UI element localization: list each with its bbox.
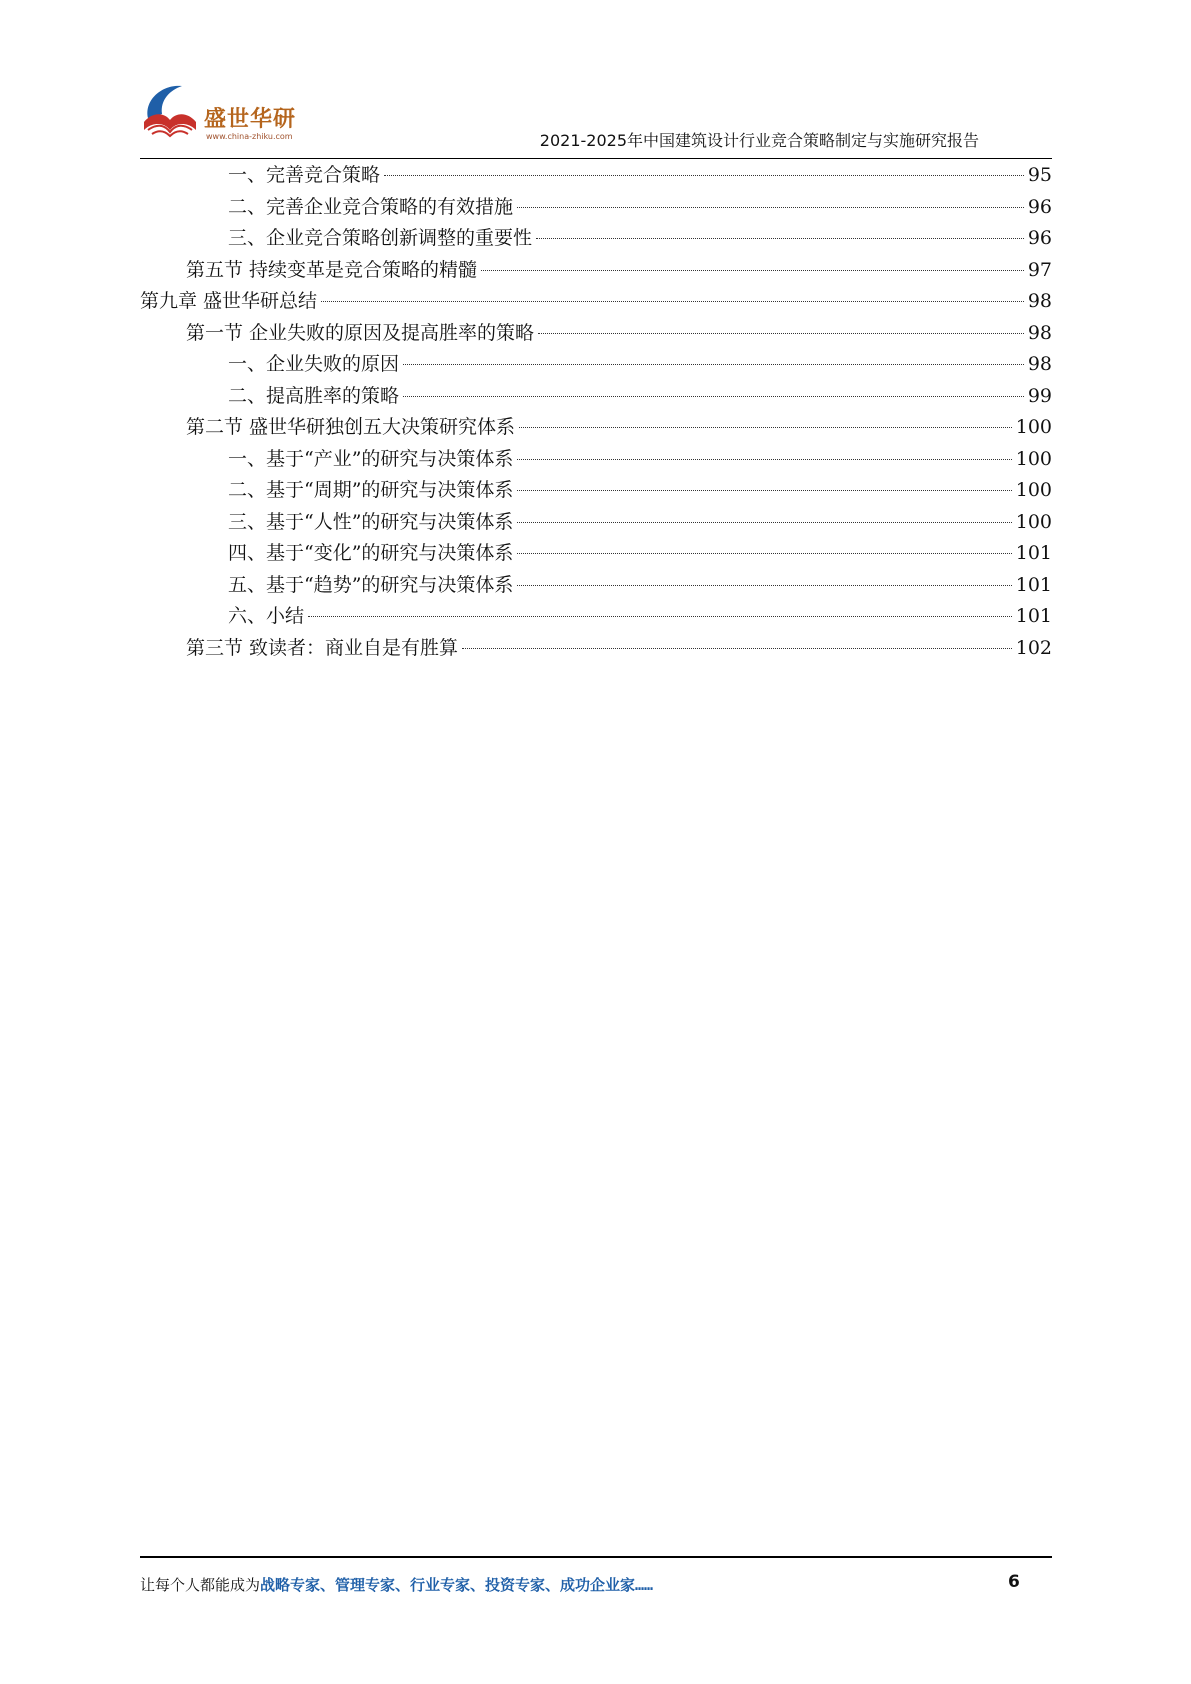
toc-entry-page: 95 bbox=[1027, 164, 1052, 186]
toc-entry-label: 一、完善竞合策略 bbox=[228, 164, 381, 186]
toc-dot-leader bbox=[536, 238, 1024, 239]
toc-entry-label: 第三节 致读者：商业自是有胜算 bbox=[186, 636, 459, 659]
toc-entry[interactable] bbox=[140, 286, 1052, 318]
toc-entry-page: 96 bbox=[1027, 227, 1052, 249]
footer-slogan bbox=[140, 1574, 1020, 1595]
toc-dot-leader bbox=[517, 585, 1011, 586]
toc-dot-leader bbox=[481, 270, 1024, 271]
footer-highlight-text: 战略专家、管理专家、行业专家、投资专家、成功企业家…… bbox=[260, 1576, 654, 1594]
toc-entry[interactable] bbox=[140, 255, 1052, 287]
toc-entry-page: 101 bbox=[1015, 542, 1052, 564]
toc-dot-leader bbox=[403, 364, 1024, 365]
toc-entry-page: 101 bbox=[1015, 573, 1052, 596]
toc-dot-leader bbox=[517, 207, 1024, 208]
toc-entry-page: 98 bbox=[1027, 290, 1052, 312]
toc-entry-page: 100 bbox=[1015, 479, 1052, 501]
toc-entry[interactable] bbox=[140, 318, 1052, 350]
table-of-contents bbox=[140, 160, 1052, 664]
toc-dot-leader bbox=[538, 333, 1024, 334]
toc-entry[interactable] bbox=[140, 444, 1052, 476]
toc-entry-page: 96 bbox=[1027, 195, 1052, 218]
report-title: 2021-2025年中国建筑设计行业竞合策略制定与实施研究报告 bbox=[539, 131, 979, 150]
company-logo bbox=[140, 80, 310, 150]
toc-dot-leader bbox=[517, 553, 1011, 554]
toc-dot-leader bbox=[517, 459, 1011, 460]
toc-entry-label: 第一节 企业失败的原因及提高胜率的策略 bbox=[186, 321, 535, 344]
toc-entry-page: 98 bbox=[1027, 321, 1052, 344]
toc-dot-leader bbox=[308, 616, 1012, 617]
toc-entry[interactable] bbox=[140, 570, 1052, 602]
toc-entry-label: 五、基于“趋势”的研究与决策体系 bbox=[228, 573, 514, 596]
toc-entry-label: 第九章 盛世华研总结 bbox=[140, 290, 318, 312]
toc-dot-leader bbox=[321, 301, 1024, 302]
toc-entry[interactable] bbox=[140, 412, 1052, 444]
toc-entry-label: 第五节 持续变革是竞合策略的精髓 bbox=[186, 258, 478, 281]
toc-dot-leader bbox=[517, 522, 1011, 523]
toc-entry-page: 100 bbox=[1015, 447, 1052, 470]
toc-dot-leader bbox=[462, 648, 1012, 649]
toc-entry-label: 三、基于“人性”的研究与决策体系 bbox=[228, 510, 514, 533]
toc-entry-page: 100 bbox=[1015, 510, 1052, 533]
page-header bbox=[0, 0, 1191, 160]
toc-entry-page: 99 bbox=[1027, 384, 1052, 407]
toc-entry[interactable] bbox=[140, 223, 1052, 255]
logo-url: www.china-zhiku.com bbox=[206, 132, 293, 141]
toc-dot-leader bbox=[403, 396, 1024, 397]
toc-entry-page: 100 bbox=[1015, 416, 1052, 438]
toc-entry[interactable] bbox=[140, 507, 1052, 539]
toc-entry-label: 一、基于“产业”的研究与决策体系 bbox=[228, 447, 514, 470]
toc-entry[interactable] bbox=[140, 633, 1052, 665]
logo-brand-name: 盛世华研 bbox=[204, 107, 297, 132]
toc-entry-page: 102 bbox=[1015, 636, 1052, 659]
toc-entry[interactable] bbox=[140, 349, 1052, 381]
footer-divider bbox=[140, 1556, 1052, 1558]
footer-lead-text: 让每个人都能成为 bbox=[140, 1576, 261, 1594]
toc-entry-label: 四、基于“变化”的研究与决策体系 bbox=[228, 542, 514, 564]
toc-dot-leader bbox=[517, 490, 1011, 491]
toc-dot-leader bbox=[519, 427, 1012, 428]
toc-entry[interactable] bbox=[140, 538, 1052, 570]
book-swoosh-icon bbox=[140, 80, 210, 150]
toc-entry-page: 97 bbox=[1027, 258, 1052, 281]
toc-entry[interactable] bbox=[140, 381, 1052, 413]
toc-entry-label: 三、企业竞合策略创新调整的重要性 bbox=[228, 227, 533, 249]
toc-entry-label: 二、基于“周期”的研究与决策体系 bbox=[228, 479, 514, 501]
toc-entry[interactable] bbox=[140, 475, 1052, 507]
toc-entry-label: 二、提高胜率的策略 bbox=[228, 384, 400, 407]
header-divider bbox=[140, 158, 1052, 159]
toc-entry-page: 101 bbox=[1015, 605, 1052, 627]
toc-entry[interactable] bbox=[140, 160, 1052, 192]
toc-entry-label: 六、小结 bbox=[228, 605, 305, 627]
toc-entry-label: 一、企业失败的原因 bbox=[228, 353, 400, 375]
toc-entry-label: 二、完善企业竞合策略的有效措施 bbox=[228, 195, 514, 218]
toc-entry[interactable] bbox=[140, 601, 1052, 633]
page-number: 6 bbox=[1008, 1572, 1020, 1592]
toc-entry[interactable] bbox=[140, 192, 1052, 224]
toc-entry-page: 98 bbox=[1027, 353, 1052, 375]
toc-entry-label: 第二节 盛世华研独创五大决策研究体系 bbox=[186, 416, 516, 438]
toc-dot-leader bbox=[384, 175, 1024, 176]
